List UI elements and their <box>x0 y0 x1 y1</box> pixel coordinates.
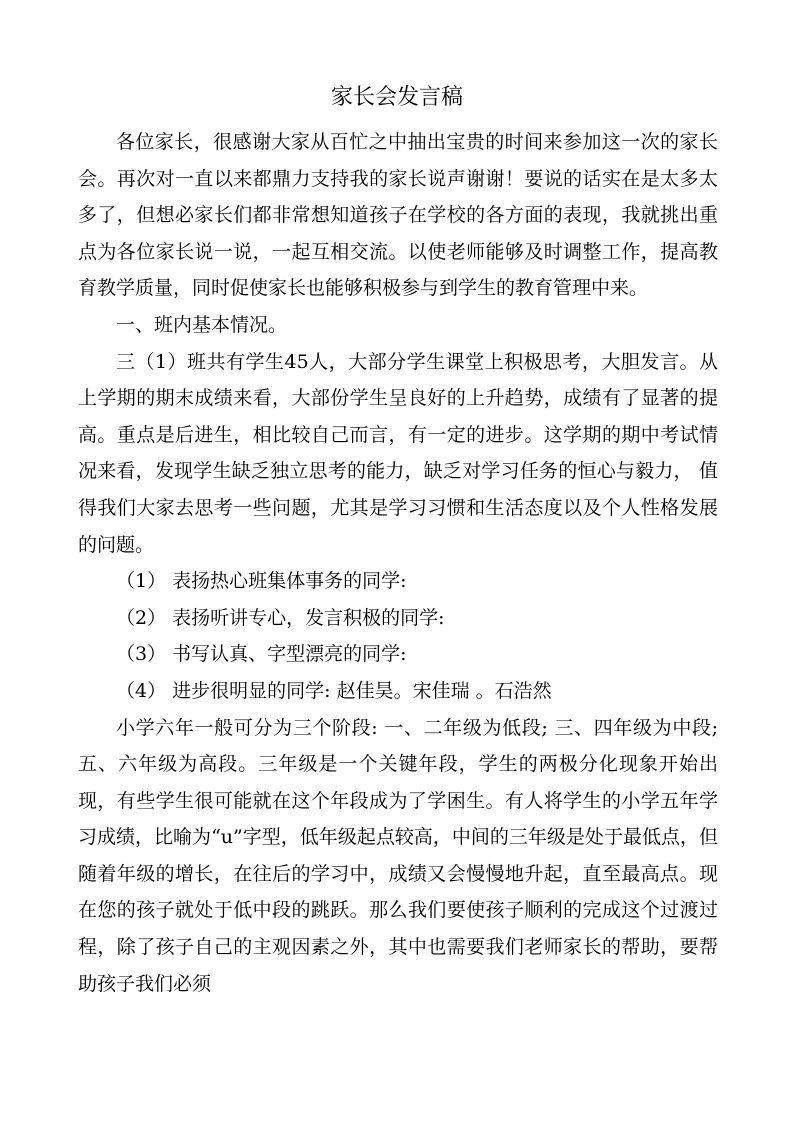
section-heading: 一、班内基本情况。 <box>116 313 288 336</box>
stages-paragraph: 小学六年一般可分为三个阶段: 一、二年级为低段; 三、四年级为中段; 五、六年级为高段。三年级是一个关键年段，学生的两极分化现象开始出现，有些学生很可能就在这个年段成为了学困生。有人将学生的小学五年学习成绩，比喻为“u”字型，低年级起点较高，中间的三年级是处于最低点，但随着年级的增长，在往后的学习中，成绩又会慢慢地升起，直至最高点。现在您的孩子就处于低中段的跳跃。那么我们要使孩子顺利的完成这个过渡过程，除了孩子自己的主观因素之外，其中也需要我们老师家长的帮助，要帮助孩子我们必须 <box>78 716 718 995</box>
intro-paragraph: 各位家长，很感谢大家从百忙之中抽出宝贵的时间来参加这一次的家长会。再次对一直以来都鼎力支持我的家长说声谢谢！要说的话实在是太多太多了，但想必家长们都非常想知道孩子在学校的各方面的表现，我就挑出重点为各位家长说一说，一起互相交流。以使老师能够及时调整工作，提高教育教学质量，同时促使家长也能够积极参与到学生的教育管理中来。 <box>78 131 718 300</box>
document-body <box>78 124 718 1002</box>
list-item: （3） 书写认真、字型漂亮的同学: <box>116 643 407 666</box>
class-situation-paragraph: 三（1）班共有学生45人，大部分学生课堂上积极思考，大胆发言。从上学期的期末成绩来看，大部份学生呈良好的上升趋势，成绩有了显著的提高。重点是后进生，相比较自己而言，有一定的进步。这学期的期中考试情况来看，发现学生缺乏独立思考的能力，缺乏对学习任务的恒心与毅力， 值得我们大家去思考一些问题，尤其是学习习惯和生活态度以及个人性格发展的问题。 <box>78 350 718 556</box>
document-title: 家长会发言稿 <box>330 85 463 110</box>
list-item: （2） 表扬听讲专心，发言积极的同学: <box>116 606 445 629</box>
list-item: （1） 表扬热心班集体事务的同学: <box>116 570 407 593</box>
list-item: （4） 进步很明显的同学: 赵佳昊。宋佳瑞 。石浩然 <box>116 679 552 702</box>
